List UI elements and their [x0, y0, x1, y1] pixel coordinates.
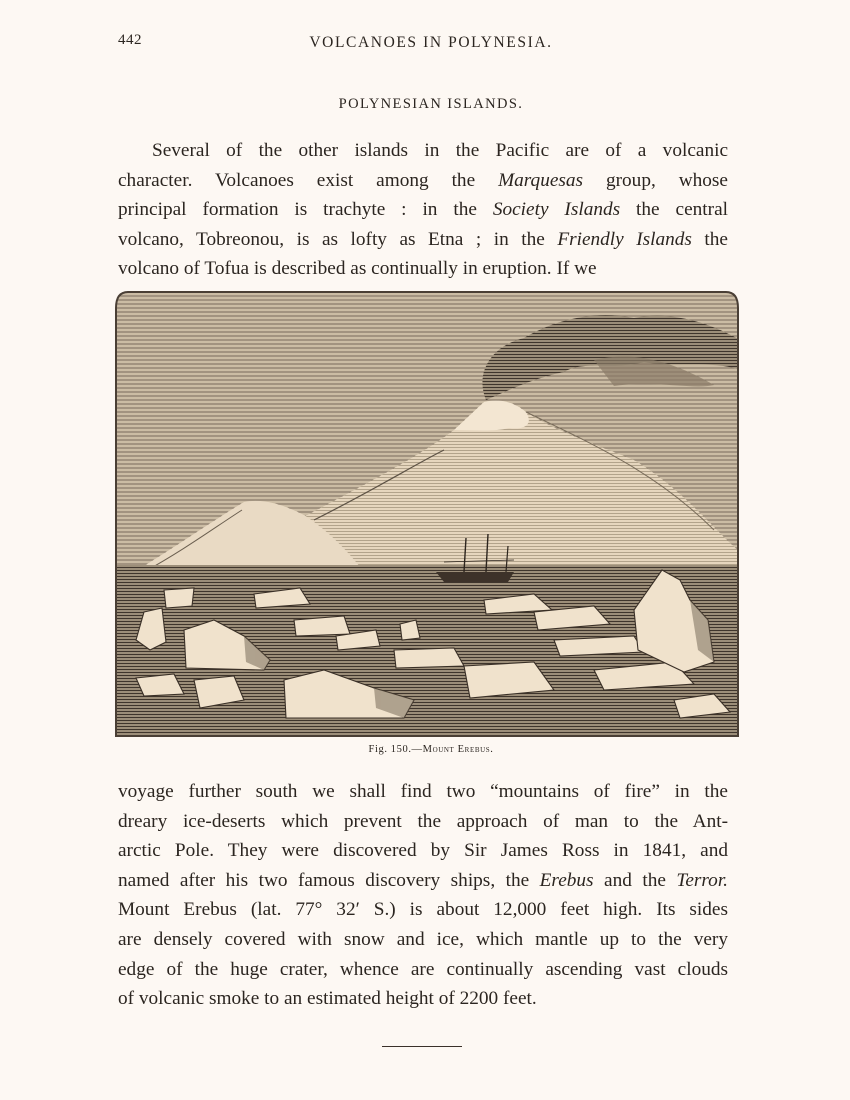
text-line [118, 225, 728, 255]
text-run: and the [593, 869, 677, 891]
text-run: dreary ice-deserts which prevent the approach of man to the Ant- [118, 810, 728, 832]
text-line [118, 836, 728, 866]
running-title: VOLCANOES IN POLYNESIA. [309, 34, 553, 51]
text-line [118, 166, 728, 196]
figure-caption [0, 744, 850, 755]
caption-prefix: Fig. 150.— [368, 744, 423, 755]
text-run: group, whose [583, 169, 728, 191]
text-line [118, 895, 728, 925]
italic-run: Marquesas [498, 169, 584, 191]
text-run: edge of the huge crater, whence are continually ascending vast clouds [118, 958, 728, 980]
text-run: principal formation is trachyte : in the [118, 199, 493, 221]
text-run: voyage further south we shall find two “mountains of fire” in the [118, 781, 728, 802]
figure-mount-erebus [114, 290, 740, 738]
engraving-illustration [114, 290, 740, 738]
text-line [118, 807, 728, 837]
text-line [118, 136, 728, 166]
text-line [118, 866, 728, 896]
text-run: the central [620, 199, 728, 221]
text-run: named after his two famous discovery ships, the [118, 869, 540, 891]
text-line [118, 925, 728, 955]
paragraph-bottom [118, 777, 728, 1014]
text-line [118, 955, 728, 985]
text-run: of volcanic smoke to an estimated height of 2200 feet. [118, 988, 537, 1010]
italic-run: Friendly Islands [557, 228, 692, 250]
section-title: POLYNESIAN ISLANDS. [338, 96, 524, 112]
page-number: 442 [118, 32, 142, 48]
text-run: the [691, 228, 728, 250]
text-line [118, 777, 728, 807]
text-run: are densely covered with snow and ice, which mantle up to the very [118, 928, 728, 950]
caption-title: Mount Erebus. [422, 744, 494, 755]
text-run: Several of the other islands in the Pacific are of a volcanic [152, 140, 728, 161]
paragraph-top [118, 136, 728, 284]
text-run: volcano of Tofua is described as continually in eruption. If we [118, 258, 597, 280]
text-line [118, 195, 728, 225]
italic-run: Erebus [539, 869, 594, 891]
text-line [118, 254, 728, 284]
text-run: Mount Erebus (lat. 77° 32′ S.) is about 12,000 feet high. Its sides [118, 899, 728, 921]
text-run: character. Volcanoes exist among the [118, 169, 499, 191]
page-header [0, 32, 850, 56]
text-run: arctic Pole. They were discovered by Sir James Ross in 1841, and [118, 840, 728, 862]
italic-run: Terror. [676, 869, 729, 891]
text-run: volcano, Tobreonou, is as lofty as Etna ; in the [118, 228, 558, 250]
end-rule [382, 1046, 462, 1047]
text-line [118, 984, 728, 1014]
italic-run: Society Islands [492, 199, 621, 221]
